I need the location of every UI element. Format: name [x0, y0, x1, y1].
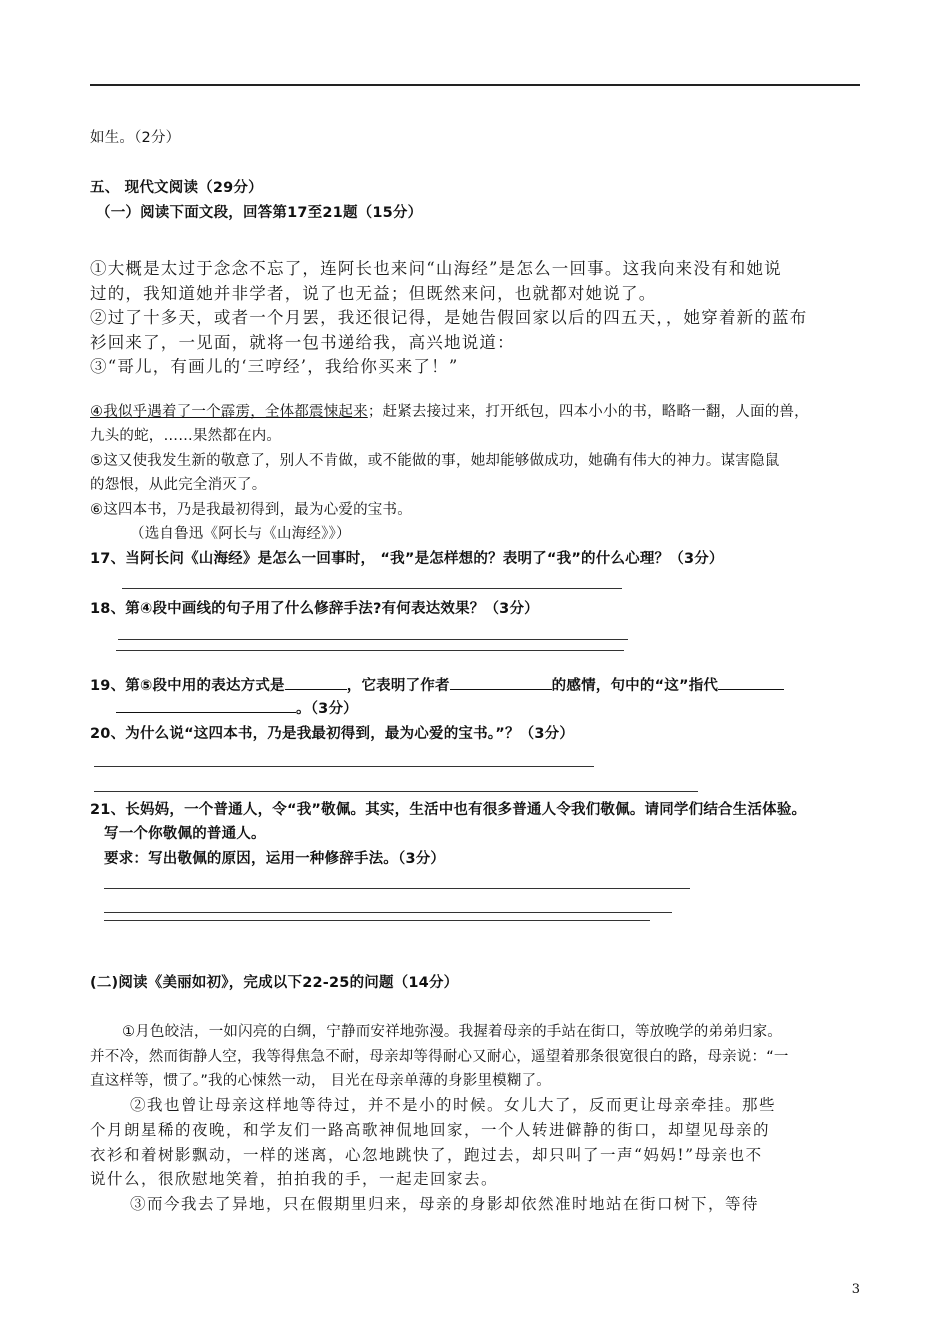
part2-paragraph-2: 说什么，很欣慰地笑着，拍拍我的手，一起走回家去。 — [90, 1170, 499, 1188]
part2-heading: (二)阅读《美丽如初》，完成以下22-25的问题（14分） — [90, 975, 459, 991]
question-19 — [90, 675, 784, 696]
part2-paragraph-1: 并不冷，然而街静人空，我等得焦急不耐，母亲却等得耐心又耐心，遥望着那条很宽很白的路，母亲说：“一 — [90, 1049, 789, 1065]
question-19-part: 的感情，句中的“这”指代 — [551, 678, 719, 694]
fill-blank[interactable] — [285, 675, 347, 690]
page-number: 3 — [851, 1282, 860, 1297]
fill-blank[interactable] — [116, 698, 296, 713]
question-18: 18、第④段中画线的句子用了什么修辞手法?有何表达效果？（3分） — [90, 601, 539, 617]
fill-blank[interactable] — [718, 675, 784, 690]
paragraph-5: ⑤这又使我发生新的敬意了，别人不肯做，或不能做的事，她却能够做成功，她确有伟大的神力。谋害隐鼠 — [90, 453, 780, 469]
part2-paragraph-2: 个月朗星稀的夜晚，和学友们一路高歌神侃地回家，一个人转进僻静的街口，却望见母亲的 — [90, 1121, 771, 1139]
part2-paragraph-1: ①月色皎洁，一如闪亮的白绸，宁静而安祥地弥漫。我握着母亲的手站在街口，等放晚学的弟弟归家。 — [122, 1024, 782, 1040]
part1-heading: （一）阅读下面文段，回答第17至21题（15分） — [96, 205, 423, 221]
source-citation: （选自鲁迅《阿长与《山海经》》） — [130, 526, 351, 542]
question-21-requirement: 要求：写出敬佩的原因，运用一种修辞手法。（3分） — [104, 851, 446, 867]
carry-over-text: 如生。（2分） — [90, 130, 181, 146]
answer-line-21[interactable] — [104, 912, 672, 913]
answer-line-21[interactable] — [104, 920, 650, 921]
passage-line: ③“哥儿，有画儿的‘三哼经’，我给你买来了！” — [90, 357, 459, 376]
header-rule — [90, 84, 860, 86]
answer-line-20[interactable] — [94, 766, 594, 767]
passage-line: ①大概是太过于念念不忘了，连阿长也来问“山海经”是怎么一回事。这我向来没有和她说 — [90, 259, 782, 278]
answer-line-18[interactable] — [116, 650, 624, 651]
passage-line: ②过了十多天，或者一个月罢，我还很记得，是她告假回家以后的四五天，，她穿着新的蓝布 — [90, 308, 808, 327]
answer-line-18[interactable] — [118, 639, 628, 640]
passage-line: 衫回来了，一见面，就将一包书递给我，高兴地说道： — [90, 333, 515, 352]
part2-paragraph-2: ②我也曾让母亲这样地等待过，并不是小的时候。女儿大了，反而更让母亲牵挂。那些 — [130, 1096, 777, 1114]
question-21-line-2: 写一个你敬佩的普通人。 — [104, 826, 266, 842]
question-19-line-2 — [116, 698, 358, 719]
paragraph-6: ⑥这四本书，乃是我最初得到，最为心爱的宝书。 — [90, 502, 412, 518]
question-21: 21、长妈妈，一个普通人，令“我”敬佩。其实，生活中也有很多普通人令我们敬佩。请同学们结合生活体验。 — [90, 802, 807, 818]
question-19-part: ，它表明了作者 — [346, 678, 450, 694]
question-17: 17、当阿长问《山海经》是怎么一回事时， “我”是怎样想的？表明了“我”的什么心理？（3分） — [90, 551, 724, 567]
answer-line-17[interactable] — [122, 588, 622, 589]
fill-blank[interactable] — [450, 675, 552, 690]
question-20: 20、为什么说“这四本书，乃是我最初得到，最为心爱的宝书。”？（3分） — [90, 726, 575, 742]
passage-line: 过的，我知道她并非学者，说了也无益；但既然来问，也就都对她说了。 — [90, 284, 657, 303]
answer-line-21[interactable] — [104, 888, 690, 889]
part2-paragraph-2: 衣衫和着树影飘动，一样的迷离，心忽地跳快了，跑过去，却只叫了一声“妈妈!”母亲也不 — [90, 1146, 763, 1164]
underlined-sentence: ④我似乎遇着了一个霹雳，全体都震悚起来 — [90, 404, 368, 420]
part2-paragraph-3: ③而今我去了异地，只在假期里归来，母亲的身影却依然准时地站在街口树下，等待 — [130, 1195, 760, 1213]
part2-paragraph-1: 直这样等，惯了。”我的心悚然一动， 目光在母亲单薄的身影里模糊了。 — [90, 1073, 551, 1089]
paragraph-4-rest: ；赶紧去接过来，打开纸包，四本小小的书，略略一翻，人面的兽， — [367, 404, 809, 420]
paragraph-4 — [90, 402, 809, 422]
paragraph-5-line-2: 的怨恨，从此完全消灭了。 — [90, 477, 267, 493]
question-19-part: 19、第⑤段中用的表达方式是 — [90, 678, 285, 694]
section-heading: 五、 现代文阅读（29分） — [90, 180, 263, 196]
paragraph-4-line-2: 九头的蛇，……果然都在内。 — [90, 428, 282, 444]
answer-line-20[interactable] — [94, 791, 698, 792]
question-19-part: 。（3分） — [296, 701, 358, 717]
